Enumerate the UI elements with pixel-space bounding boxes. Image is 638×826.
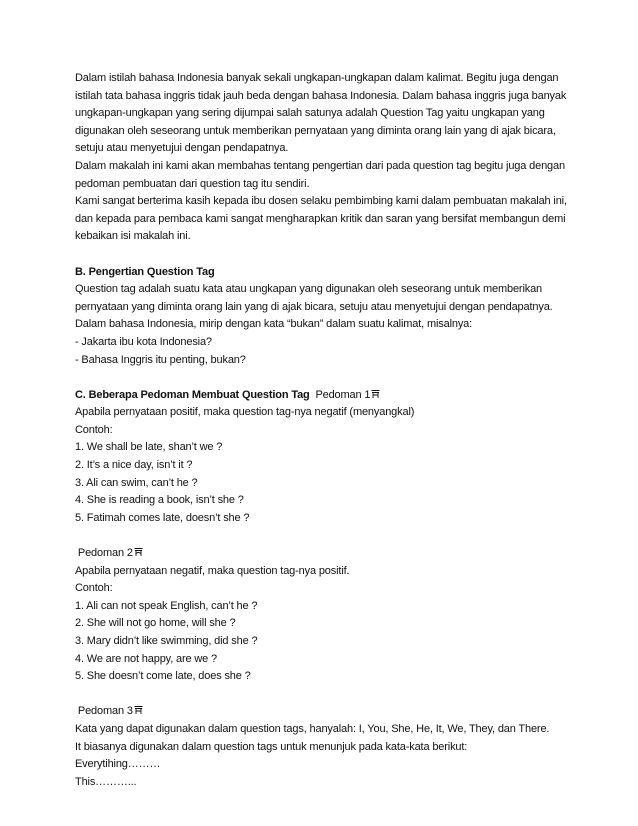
section-c [75, 387, 575, 792]
pedoman-3-title-row [75, 703, 575, 721]
section-b [75, 264, 575, 370]
intro-line: ungkapan-ungkapan yang sering dijumpai salah satunya adalah Question Tag yaitu ungkapan yang [75, 107, 545, 120]
blank-line [75, 246, 575, 264]
section-b-heading: B. Pengertian Question Tag [75, 265, 215, 278]
intro-line: Dalam makalah ini kami akan membahas tentang pengertian dari pada question tag begitu juga dengan [75, 159, 565, 172]
pedoman-2-title-row [75, 545, 575, 563]
pedoman-2-line: 5. She doesn’t come late, does she ? [75, 670, 251, 683]
blank-line [75, 369, 575, 387]
pedoman-2-line: Apabila pernyataan negatif, maka question tag-nya positif. [75, 564, 350, 577]
section-b-line: - Bahasa Inggris itu penting, bukan? [75, 353, 246, 366]
blank-line [75, 686, 575, 704]
pedoman-2-line: 1. Ali can not speak English, can’t he ? [75, 599, 258, 612]
pedoman-1-line: 2. It’s a nice day, isn’t it ? [75, 459, 193, 472]
pedoman-3-line: This………... [75, 775, 137, 788]
intro-line: dan kepada para pembaca kami sangat mengharapkan kritik dan saran yang bersifat membangun demi [75, 212, 566, 225]
pedoman-glyph-icon [371, 389, 380, 399]
pedoman-3-line: It biasanya digunakan dalam question tags untuk menunjuk pada kata-kata berikut: [75, 740, 468, 753]
section-b-line: - Jakarta ibu kota Indonesia? [75, 335, 212, 348]
intro-line: istilah tata bahasa inggris tidak jauh beda dengan bahasa Indonesia. Dalam bahasa inggris juga banyak [75, 89, 567, 102]
document-body [75, 70, 575, 791]
pedoman-1-line: 1. We shall be late, shan’t we ? [75, 441, 223, 454]
intro-line: Kami sangat berterima kasih kepada ibu dosen selaku pembimbing kami dalam pembuatan makalah ini, [75, 195, 567, 208]
pedoman-1-title: Pedoman 1 [315, 388, 371, 401]
pedoman-2-line: 3. Mary didn’t like swimming, did she ? [75, 635, 258, 647]
pedoman-glyph-icon [134, 547, 143, 557]
intro-line: kebaikan isi makalah ini. [75, 230, 191, 243]
pedoman-3-line: Kata yang dapat digunakan dalam question tags, hanyalah: I, You, She, He, It, We, They, dan There. [75, 722, 550, 735]
pedoman-glyph-icon [134, 705, 143, 715]
intro-line: pedoman pembuatan dari question tag itu sendiri. [75, 177, 310, 190]
pedoman-3-line: Everytihing……… [75, 758, 161, 771]
section-b-line: Dalam bahasa Indonesia, mirip dengan kata “bukan” dalam suatu kalimat, misalnya: [75, 318, 473, 331]
intro-line: digunakan oleh seseorang untuk memberikan pernyataan yang diminta orang lain yang di ajak bicara, [75, 124, 556, 137]
pedoman-2-line: 2. She will not go home, will she ? [75, 617, 236, 630]
intro-line: setuju atau menyetujui dengan pendapatnya. [75, 142, 289, 155]
section-b-line: Question tag adalah suatu kata atau ungkapan yang digunakan oleh seseorang untuk memberikan [75, 283, 543, 296]
intro-line: Dalam istilah bahasa Indonesia banyak sekali ungkapan-ungkapan dalam kalimat. Begitu juga dengan [75, 72, 559, 84]
pedoman-2-line: Contoh: [75, 582, 113, 595]
pedoman-1-line: 5. Fatimah comes late, doesn’t she ? [75, 511, 250, 524]
section-c-heading-row [75, 387, 575, 405]
section-b-line: pernyataan yang diminta orang lain yang di ajak bicara, setuju atau menyetujui dengan pendapatnya. [75, 300, 553, 313]
pedoman-3-title: Pedoman 3 [77, 705, 133, 718]
pedoman-2-line: 4. We are not happy, are we ? [75, 652, 217, 665]
pedoman-1-line: 3. Ali can swim, can’t he ? [75, 476, 198, 489]
intro-paragraphs [75, 70, 575, 246]
section-c-heading: C. Beberapa Pedoman Membuat Question Tag [75, 388, 310, 401]
pedoman-2-title: Pedoman 2 [77, 547, 133, 560]
pedoman-1-line: 4. She is reading a book, isn’t she ? [75, 494, 244, 507]
pedoman-1-line: Apabila pernyataan positif, maka question tag-nya negatif (menyangkal) [75, 406, 415, 419]
pedoman-1-line: Contoh: [75, 423, 113, 436]
blank-line [75, 527, 575, 545]
